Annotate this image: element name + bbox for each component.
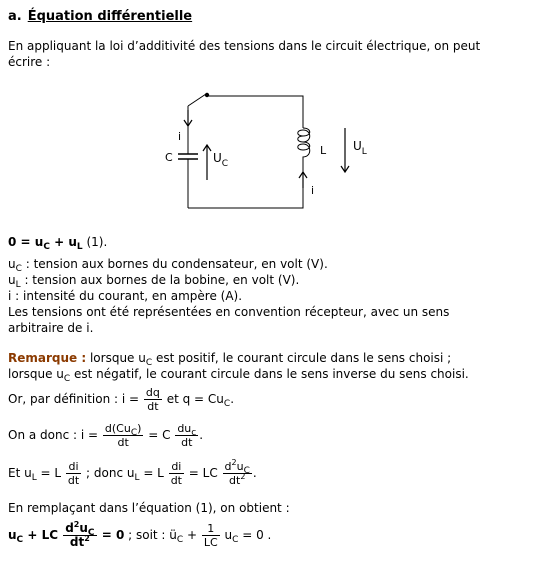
remark-line-2: lorsque $u_C$ est négatif, le courant circule dans le sens inverse du sens choisi. xyxy=(8,367,469,384)
section-heading xyxy=(8,9,192,24)
remark xyxy=(8,350,469,382)
top-wire xyxy=(208,96,303,128)
replace-line: En remplaçant dans l’équation (1), on obtient : xyxy=(8,501,290,515)
fraction-1-lc: $\frac{1}{LC}$ xyxy=(203,522,218,549)
current-label-bottom: i xyxy=(311,184,315,197)
definitions xyxy=(8,256,449,336)
def-ul: $u_L$ : tension aux bornes de la bobine, en volt (V). xyxy=(8,273,300,290)
fraction-dq-dt: $\frac{dq}{dt}$ xyxy=(145,386,160,413)
remark-line-1: Remarque : lorsque $u_C$ est positif, le courant circule dans le sens choisi ; xyxy=(8,351,452,368)
section-title: Équation différentielle xyxy=(27,9,193,24)
definition-line: Or, par définition : i = $\frac{dq}{dt}$ et $q = Cu_C$. xyxy=(8,386,235,413)
intro-line-2: écrire : xyxy=(8,55,51,69)
convention-line-2: arbitraire de i. xyxy=(8,321,94,335)
final-bold-part: $u_C$ + LC $\frac{d^2u_C}{dt^2}$ = 0 xyxy=(8,520,125,549)
equation-1: $0 = u_C + u_L$ (1). xyxy=(8,235,108,252)
def-uc: $u_C$ : tension aux bornes du condensateur, en volt (V). xyxy=(8,257,328,274)
capacitor-label: C xyxy=(165,151,173,164)
convention-line-1: Les tensions ont été représentées en convention récepteur, avec un sens xyxy=(8,305,450,319)
final-equation: $u_C$ + LC $\frac{d^2u_C}{dt^2}$ = 0 ; soit : $ü_C$ + $\frac{1}{LC}$ $u_C = 0$ . xyxy=(8,520,272,549)
fraction-d2uc-dt2-bold: $\frac{d^2u_C}{dt^2}$ xyxy=(65,520,95,549)
switch-blade xyxy=(188,94,206,106)
intro-line-1: En appliquant la loi d’additivité des tensions dans le circuit électrique, on peut xyxy=(8,39,481,53)
ul-label: $U_L$ xyxy=(353,139,367,157)
fraction-duc-dt: $\frac{du_c}{dt}$ xyxy=(177,422,197,449)
circuit-diagram xyxy=(150,80,400,215)
fraction-di-dt-2: $\frac{di}{dt}$ xyxy=(170,460,182,487)
section-number: a. xyxy=(8,9,22,24)
remark-label: Remarque : xyxy=(8,351,87,365)
fraction-d2uc-dt2: $\frac{d^2u_C}{dt^2}$ xyxy=(224,458,250,487)
inductor-coil xyxy=(298,128,310,163)
def-i: i : intensité du courant, en ampère (A). xyxy=(8,289,243,303)
intro-paragraph xyxy=(8,38,480,70)
bottom-wire xyxy=(188,163,303,208)
inductor-label: L xyxy=(320,144,327,157)
ul-line: Et $u_L = L$ $\frac{di}{dt}$ ; donc $u_L = L$ $\frac{di}{dt}$ = LC $\frac{d^2u_C}{dt^2}$ . xyxy=(8,458,257,487)
fraction-di-dt-1: $\frac{di}{dt}$ xyxy=(67,460,80,487)
donc-line: On a donc : i = $\frac{d(Cu_C)}{dt}$ = C $\frac{du_c}{dt}$ . xyxy=(8,422,204,449)
uc-label: $U_C$ xyxy=(213,151,229,169)
fraction-dcuc-dt: $\frac{d(Cu_C)}{dt}$ xyxy=(104,422,142,449)
current-label-top: i xyxy=(178,130,182,143)
switch-contact xyxy=(205,93,209,97)
